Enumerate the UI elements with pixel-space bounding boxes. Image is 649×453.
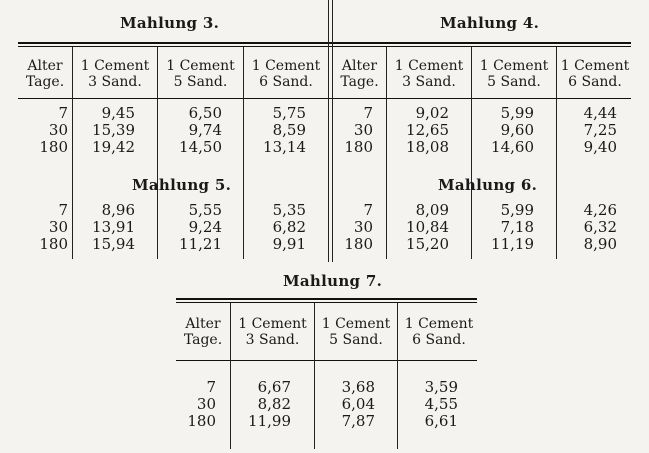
data-col: 4,26 6,32 8,90 <box>583 201 617 253</box>
title-mahlung-3: Mahlung 3. <box>120 14 220 32</box>
title-mahlung-6: Mahlung 6. <box>438 176 538 194</box>
data-col: 6,50 9,74 14,50 <box>179 104 222 156</box>
ages-col: 7 30 180 <box>39 201 68 253</box>
table-top-rule <box>18 42 631 44</box>
lower-header-rule <box>176 360 477 361</box>
data-col: 5,35 6,82 9,91 <box>272 201 306 253</box>
header-alter-1: Alter Tage. <box>25 58 65 90</box>
data-col: 5,75 8,59 13,14 <box>263 104 306 156</box>
header-cement6-2: 1 Cement 6 Sand. <box>560 58 630 90</box>
header-cement5-1: 1 Cement 5 Sand. <box>166 58 235 90</box>
title-mahlung-4: Mahlung 4. <box>440 14 540 32</box>
header-cement6-1: 1 Cement 6 Sand. <box>251 58 321 90</box>
lower-top-rule-thin <box>176 302 477 303</box>
data-col: 9,02 12,65 18,08 <box>406 104 449 156</box>
lower-data-col: 6,67 8,82 11,99 <box>248 378 291 430</box>
header-alter-2: Alter Tage. <box>340 58 379 90</box>
lower-ages-col: 7 30 180 <box>187 378 216 430</box>
data-col: 8,09 10,84 15,20 <box>406 201 449 253</box>
title-mahlung-5: Mahlung 5. <box>132 176 232 194</box>
lower-header-cement6: 1 Cement 6 Sand. <box>404 316 474 348</box>
header-cement3-1: 1 Cement 3 Sand. <box>80 58 150 90</box>
ages-col: 7 30 180 <box>39 104 68 156</box>
data-col: 9,45 15,39 19,42 <box>92 104 135 156</box>
ages-col: 7 30 180 <box>344 201 373 253</box>
table-top-rule-thin <box>18 46 631 47</box>
title-mahlung-7: Mahlung 7. <box>283 272 383 290</box>
lower-top-rule <box>176 298 477 300</box>
header-cement5-2: 1 Cement 5 Sand. <box>479 58 549 90</box>
ages-col: 7 30 180 <box>344 104 373 156</box>
lower-header-cement3: 1 Cement 3 Sand. <box>238 316 307 348</box>
data-col: 8,96 13,91 15,94 <box>92 201 135 253</box>
lower-data-col: 3,68 6,04 7,87 <box>341 378 375 430</box>
data-col: 5,99 7,18 11,19 <box>491 201 534 253</box>
header-bottom-rule <box>18 98 631 99</box>
lower-header-cement5: 1 Cement 5 Sand. <box>321 316 391 348</box>
center-divider <box>328 0 329 262</box>
lower-header-alter: Alter Tage. <box>183 316 223 348</box>
data-col: 4,44 7,25 9,40 <box>583 104 617 156</box>
data-col: 5,55 9,24 11,21 <box>179 201 222 253</box>
lower-data-col: 3,59 4,55 6,61 <box>424 378 458 430</box>
header-cement3-2: 1 Cement 3 Sand. <box>394 58 464 90</box>
data-col: 5,99 9,60 14,60 <box>491 104 534 156</box>
